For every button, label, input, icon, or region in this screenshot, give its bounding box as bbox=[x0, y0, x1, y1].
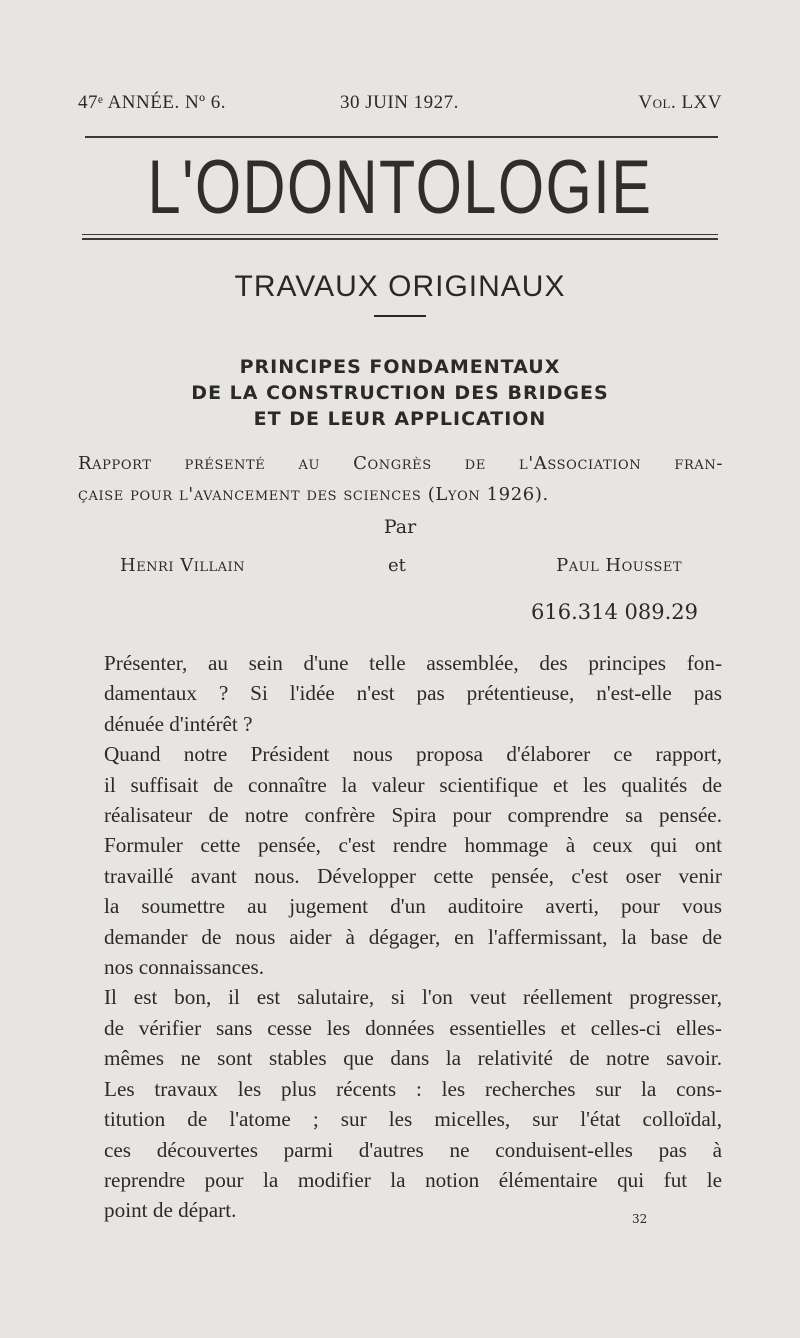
paragraph bbox=[76, 648, 722, 739]
classification-number: 616.314 089.29 bbox=[531, 600, 698, 624]
text-line: Formuler cette pensée, c'est rendre hommage à ceux qui ont bbox=[104, 833, 722, 858]
text-line: damentaux ? Si l'idée n'est pas prétentieuse, n'est-elle pas bbox=[104, 681, 722, 706]
paragraph bbox=[76, 739, 722, 982]
author-name: Henri Villain bbox=[120, 555, 246, 576]
text-line: il suffisait de connaître la valeur scientifique et les qualités de bbox=[104, 772, 722, 797]
authors bbox=[120, 555, 682, 583]
author-name: Paul Housset bbox=[556, 555, 682, 576]
text-line: réalisateur de notre confrère Spira pour comprendre sa pensée. bbox=[104, 803, 722, 828]
text-line: Il est bon, il est salutaire, si l'on veut réellement progresser, bbox=[104, 985, 722, 1010]
journal-masthead: L'ODONTOLOGIE bbox=[147, 145, 653, 230]
issue-date: 30 JUIN 1927. bbox=[340, 92, 459, 113]
paragraph bbox=[76, 1074, 722, 1226]
masthead-rule-top bbox=[85, 136, 718, 138]
section-title: TRAVAUX ORIGINAUX bbox=[234, 270, 566, 303]
text-line: travaillé avant nous. Développer cette pensée, c'est oser venir bbox=[104, 863, 722, 888]
subtitle-line: çaise pour l'avancement des sciences (Lyon 1926). bbox=[78, 484, 549, 505]
page-number: 32 bbox=[632, 1212, 648, 1226]
text-line: nos connaissances. bbox=[104, 955, 265, 980]
article-title-line: ET DE LEUR APPLICATION bbox=[253, 408, 547, 430]
text-line: point de départ. bbox=[104, 1198, 237, 1223]
text-line: Présenter, au sein d'une telle assemblée, des principes fon- bbox=[104, 651, 722, 675]
article-body bbox=[76, 648, 722, 1226]
text-line: Quand notre Président nous proposa d'élaborer ce rapport, bbox=[104, 742, 722, 767]
running-header bbox=[78, 92, 722, 120]
text-line: la soumettre au jugement d'un auditoire averti, pour vous bbox=[104, 894, 722, 919]
text-line: de vérifier sans cesse les données essentielles et celles-ci elles- bbox=[104, 1015, 722, 1040]
by-label: Par bbox=[383, 516, 417, 538]
article-title-line: DE LA CONSTRUCTION DES BRIDGES bbox=[191, 382, 609, 404]
article-title-line: PRINCIPES FONDAMENTAUX bbox=[239, 356, 561, 378]
section-rule bbox=[374, 315, 426, 317]
text-line: mêmes ne sont stables que dans la relativité de notre savoir. bbox=[104, 1046, 722, 1071]
volume-number: Vol. LXV bbox=[638, 92, 722, 113]
paragraph bbox=[76, 982, 722, 1073]
article-subtitle bbox=[78, 448, 723, 510]
subtitle-line: Rapport présenté au Congrès de l'Association fran- bbox=[78, 453, 723, 474]
text-line: demander de nous aider à dégager, en l'affermissant, la base de bbox=[104, 924, 722, 949]
article-title bbox=[0, 354, 800, 432]
text-line: reprendre pour la modifier la notion élémentaire qui fut le bbox=[104, 1167, 722, 1192]
text-line: titution de l'atome ; sur les micelles, sur l'état colloïdal, bbox=[104, 1107, 722, 1132]
text-line: Les travaux les plus récents : les recherches sur la cons- bbox=[104, 1076, 722, 1101]
masthead-rule-bottom bbox=[82, 234, 718, 240]
year-issue: 47ᵉ ANNÉE. Nº 6. bbox=[78, 92, 227, 113]
author-conjunction: et bbox=[388, 555, 406, 576]
text-line: ces découvertes parmi d'autres ne conduisent-elles pas à bbox=[104, 1137, 722, 1162]
text-line: dénuée d'intérêt ? bbox=[104, 711, 253, 736]
